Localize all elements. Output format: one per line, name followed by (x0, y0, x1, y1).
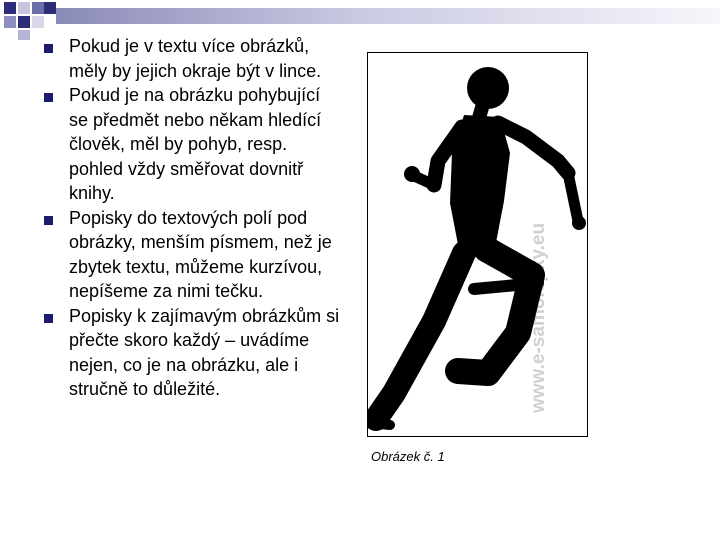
square-bullet-icon (44, 93, 53, 102)
bullet-list (44, 34, 344, 402)
running-man-icon (368, 53, 587, 436)
runner-image (367, 52, 588, 437)
bullet-text: Pokud je na obrázku pohybující se předmět nebo někam hledící člověk, měl by pohyb, resp. pohled vždy směřovat dovnitř knihy. (69, 85, 322, 203)
header-gradient-bar (56, 8, 720, 24)
image-caption: Obrázek č. 1 (371, 449, 445, 464)
square-bullet-icon (44, 314, 53, 323)
watermark-text: www.e-samolepky.eu (528, 222, 549, 413)
bullet-text: Popisky do textových polí pod obrázky, menším písmem, než je zbytek textu, můžeme kurzívou, nepíšeme za nimi tečku. (69, 207, 332, 301)
square-bullet-icon (44, 44, 53, 53)
bullet-item (44, 83, 344, 206)
bullet-item (44, 34, 344, 83)
bullet-item (44, 206, 344, 304)
bullet-text: Pokud je v textu více obrázků, měly by jejich okraje být v lince. (69, 36, 322, 81)
bullet-item (44, 304, 344, 402)
bullet-text: Popisky k zajímavým obrázkům si přečte skoro každý – uvádíme nejen, co je na obrázku, ale i stručně to důležité. (69, 305, 340, 399)
square-bullet-icon (44, 216, 53, 225)
